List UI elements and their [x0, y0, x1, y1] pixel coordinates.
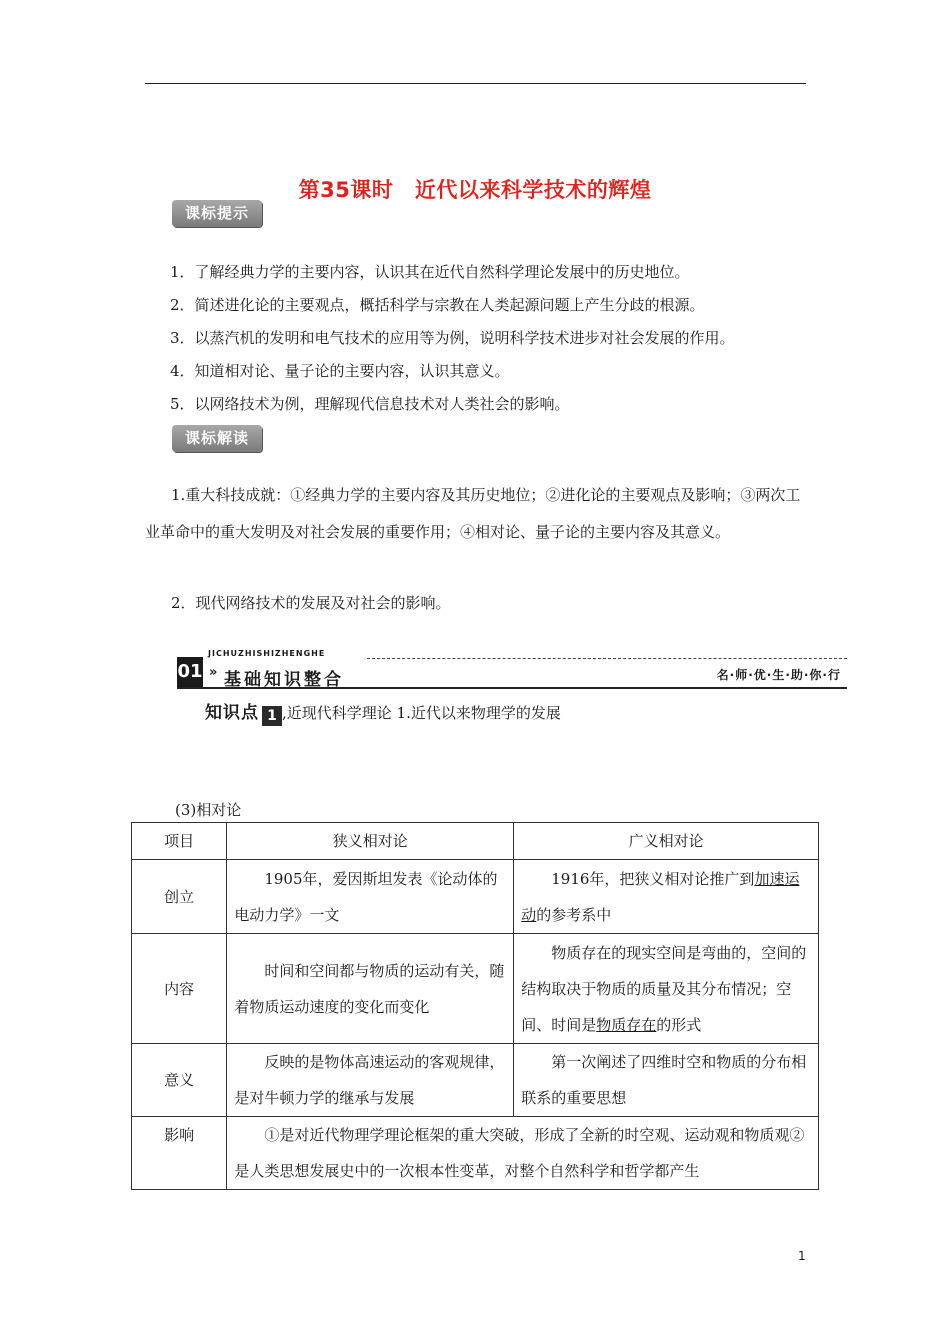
row-label: 意义	[132, 1044, 227, 1117]
hint-item-2: 2．简述进化论的主要观点，概括科学与宗教在人类起源问题上产生分歧的根源。	[170, 296, 705, 314]
hint-item-5: 5．以网络技术为例，理解现代信息技术对人类社会的影响。	[170, 395, 570, 413]
table-cell: 第一次阐述了四维时空和物质的分布相联系的重要思想	[514, 1044, 819, 1117]
section-number: 01	[177, 657, 203, 687]
table-header-cell: 项目	[132, 823, 227, 860]
tag-interpret: 课标解读	[172, 425, 262, 452]
hint-item-4: 4．知道相对论、量子论的主要内容，认识其意义。	[170, 362, 510, 380]
section-dotted-rule	[367, 658, 847, 659]
knowledge-point-label: 知识点	[205, 703, 259, 723]
section-motto: 名·师·优·生·助·你·行	[716, 668, 841, 682]
table-header-cell: 狭义相对论	[227, 823, 514, 860]
table-cell: 反映的是物体高速运动的客观规律，是对牛顿力学的继承与发展	[227, 1044, 514, 1117]
table-cell: 时间和空间都与物质的运动有关，随着物质运动速度的变化而变化	[227, 934, 514, 1044]
interpret-para-2: 2．现代网络技术的发展及对社会的影响。	[171, 594, 451, 612]
knowledge-point	[205, 698, 561, 726]
underlined-term: 物质存在	[596, 1015, 657, 1034]
row-label: 内容	[132, 934, 227, 1044]
hint-item-3: 3．以蒸汽机的发明和电气技术的应用等为例，说明科学技术进步对社会发展的作用。	[170, 329, 735, 347]
table-cell	[514, 860, 819, 934]
row-label: 创立	[132, 860, 227, 934]
table-header-cell: 广义相对论	[514, 823, 819, 860]
table-row	[132, 860, 819, 934]
interpret-para-1: 1.重大科技成就：①经典力学的主要内容及其历史地位；②进化论的主要观点及影响；③两次工业革命中的重大发明及对社会发展的重要作用；④相对论、量子论的主要内容及其意义。	[145, 486, 801, 541]
cell-text: 物质存在的现实空间是弯曲的，空间的结构取决于物质的质量及其分布情况；空间、时间是	[521, 943, 807, 1034]
table-row	[132, 1117, 819, 1190]
table-header-row	[132, 823, 819, 860]
section-pinyin: JICHUZHISHIZHENGHE	[208, 649, 326, 658]
section-header	[177, 649, 847, 690]
section-title: 基础知识整合	[224, 670, 344, 690]
subheading: (3)相对论	[175, 801, 242, 819]
table-cell: 1905年，爱因斯坦发表《论动体的电动力学》一文	[227, 860, 514, 934]
underlined-term: 加速运动	[521, 869, 800, 924]
table-row	[132, 934, 819, 1044]
hint-item-1: 1．了解经典力学的主要内容，认识其在近代自然科学理论发展中的历史地位。	[170, 263, 690, 281]
chevron-icon: »	[209, 665, 218, 680]
page-number: 1	[798, 1249, 806, 1263]
header-rule	[145, 83, 806, 84]
lesson-title: 第35课时 近代以来科学技术的辉煌	[298, 178, 652, 202]
relativity-table	[131, 822, 819, 1190]
knowledge-point-text: ,近现代科学理论 1.近代以来物理学的发展	[282, 704, 561, 722]
cell-text: 的参考系中	[536, 905, 612, 924]
tag-hint: 课标提示	[172, 200, 262, 227]
table-cell	[514, 934, 819, 1044]
cell-text: 1916年，把狭义相对论推广到	[551, 869, 755, 888]
cell-text: 的形式	[656, 1015, 702, 1034]
table-cell: ①是对近代物理学理论框架的重大突破，形成了全新的时空观、运动观和物质观②是人类思想发展史中的一次根本性变革，对整个自然科学和哲学都产生	[227, 1117, 819, 1190]
knowledge-point-number: 1	[262, 706, 282, 726]
section-rule	[177, 687, 847, 689]
row-label: 影响	[132, 1117, 227, 1190]
table-row	[132, 1044, 819, 1117]
